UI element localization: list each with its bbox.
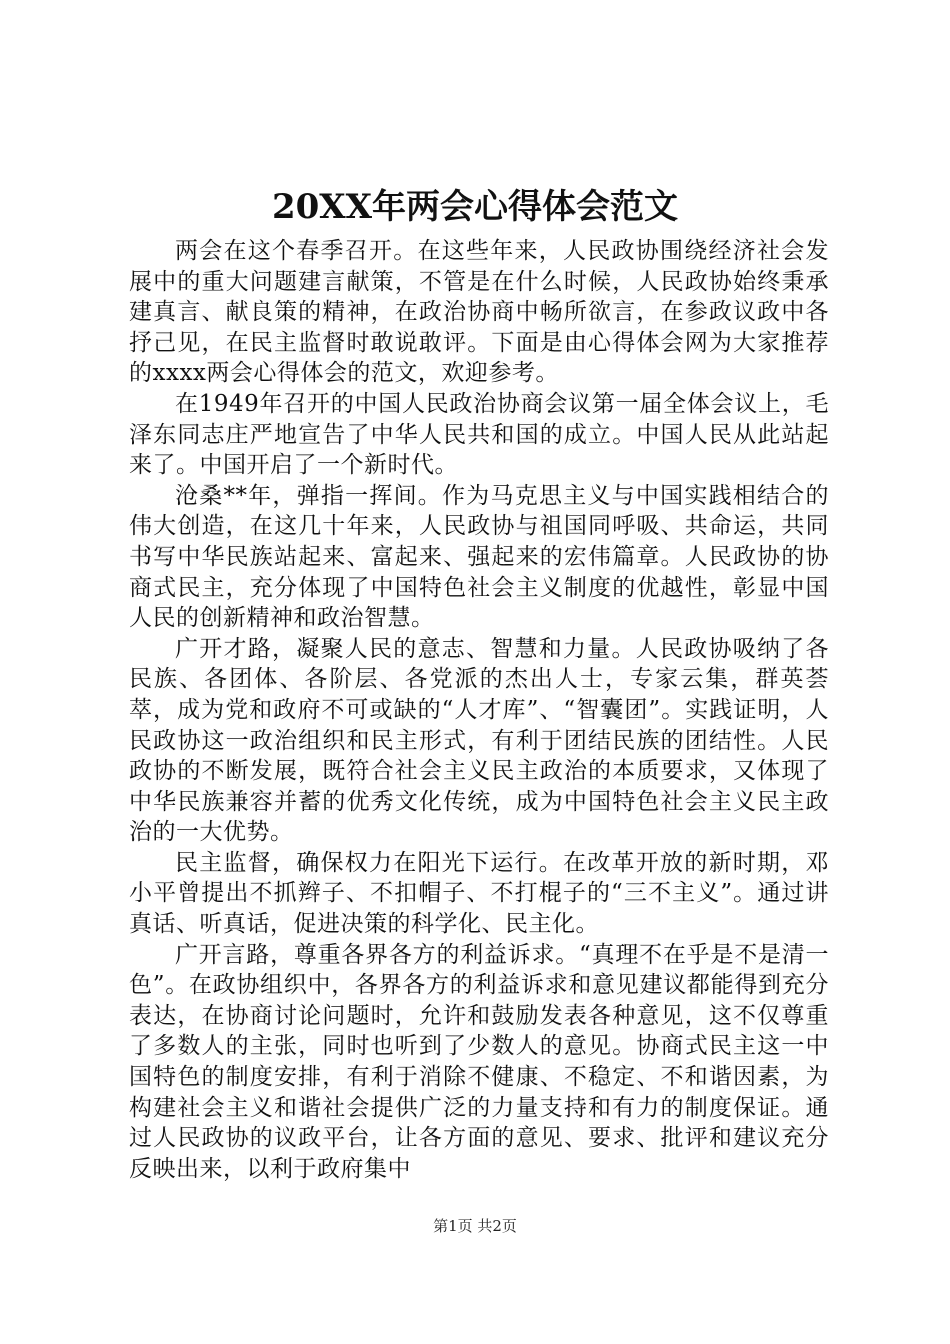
document-body xyxy=(129,236,829,1184)
paragraph: 两会在这个春季召开。在这些年来，人民政协围绕经济社会发展中的重大问题建言献策，不管是在什么时候，人民政协始终秉承建真言、献良策的精神，在政治协商中畅所欲言，在参政议政中各抒己见，在民主监督时敢说敢评。下面是由心得体会网为大家推荐的xxxx两会心得体会的范文，欢迎参考。 xyxy=(129,238,829,387)
paragraph: 在1949年召开的中国人民政治协商会议第一届全体会议上，毛泽东同志庄严地宣告了中华人民共和国的成立。中国人民从此站起来了。中国开启了一个新时代。 xyxy=(129,390,829,479)
paragraph: 广开言路，尊重各界各方的利益诉求。“真理不在乎是不是清一色”。在政协组织中，各界各方的利益诉求和意见建议都能得到充分表达，在协商讨论问题时，允许和鼓励发表各种意见，这不仅尊重了多数人的主张，同时也听到了少数人的意见。协商式民主这一中国特色的制度安排，有利于消除不健康、不稳定、不和谐因素，为构建社会主义和谐社会提供广泛的力量支持和有力的制度保证。通过人民政协的议政平台，让各方面的意见、要求、批评和建议充分反映出来，以利于政府集中 xyxy=(129,941,829,1182)
paragraph: 民主监督，确保权力在阳光下运行。在改革开放的新时期，邓小平曾提出不抓辫子、不扣帽子、不打棍子的“三不主义”。通过讲真话、听真话，促进决策的科学化、民主化。 xyxy=(129,849,829,938)
paragraph: 广开才路，凝聚人民的意志、智慧和力量。人民政协吸纳了各民族、各团体、各阶层、各党派的杰出人士，专家云集，群英荟萃，成为党和政府不可或缺的“人才库”、“智囊团”。实践证明，人民政协这一政治组织和民主形式，有利于团结民族的团结性。人民政协的不断发展，既符合社会主义民主政治的本质要求，又体现了中华民族兼容并蓄的优秀文化传统，成为中国特色社会主义民主政治的一大优势。 xyxy=(129,635,829,846)
document-title: 20XX年两会心得体会范文 xyxy=(271,187,679,227)
paragraph: 沧桑**年，弹指一挥间。作为马克思主义与中国实践相结合的伟大创造，在这几十年来，人民政协与祖国同呼吸、共命运，共同书写中华民族站起来、富起来、强起来的宏伟篇章。人民政协的协商式民主，充分体现了中国特色社会主义制度的优越性，彰显中国人民的创新精神和政治智慧。 xyxy=(129,482,829,632)
page-number-footer: 第1页 共2页 xyxy=(433,1217,517,1235)
